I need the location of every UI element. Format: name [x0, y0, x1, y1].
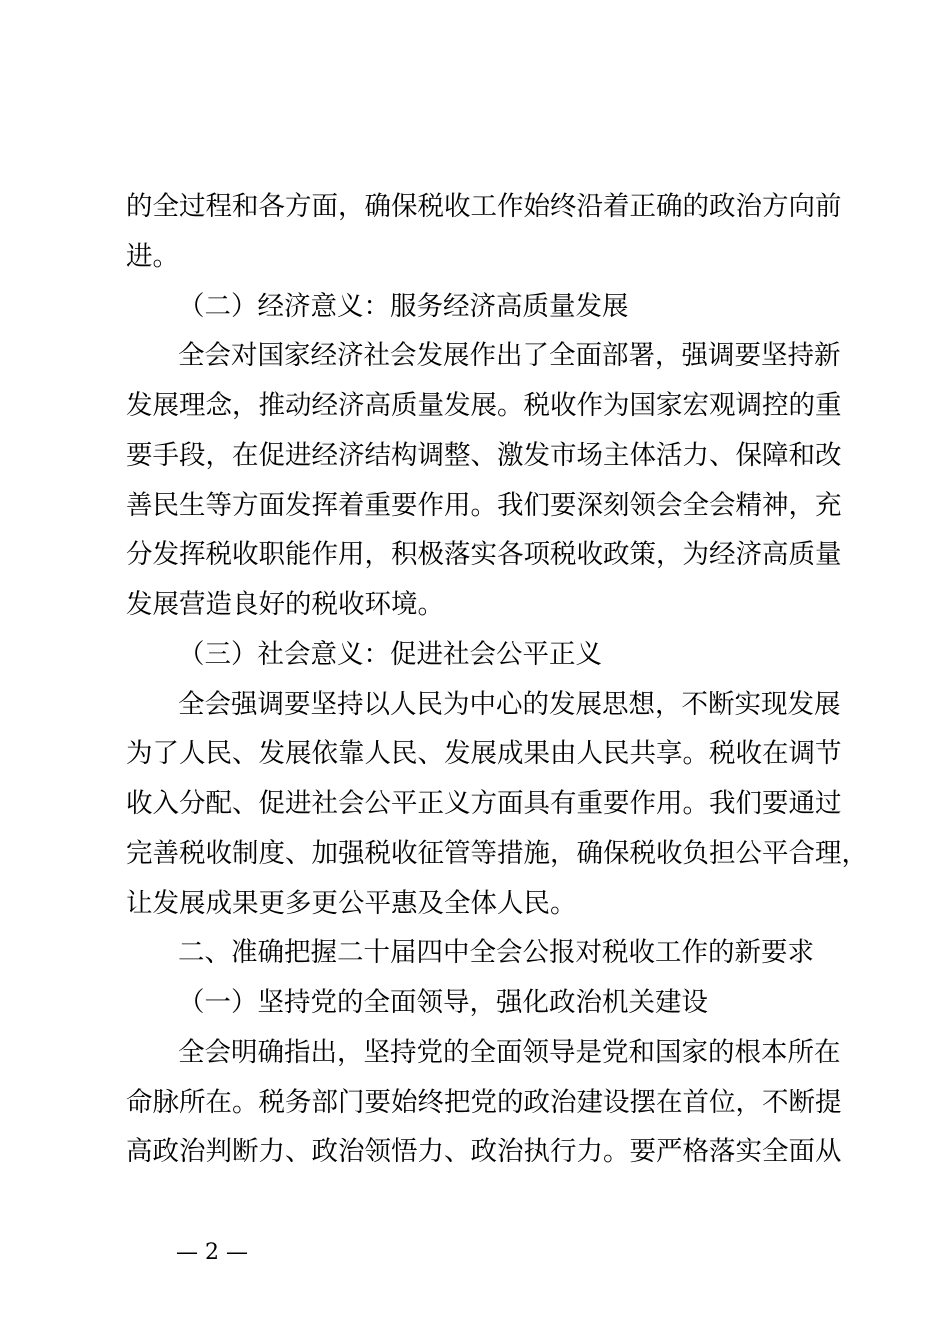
text-line: 全会明确指出，坚持党的全面领导是党和国家的根本所在: [178, 1036, 841, 1068]
text-line: 全会对国家经济社会发展作出了全面部署，强调要坚持新: [178, 340, 841, 372]
text-line: 全会强调要坚持以人民为中心的发展思想，不断实现发展: [178, 688, 841, 720]
text-line: （三）社会意义：促进社会公平正义: [178, 638, 602, 670]
text-line: 让发展成果更多更公平惠及全体人民。: [126, 887, 577, 919]
text-line: （二）经济意义：服务经济高质量发展: [178, 290, 629, 322]
text-line: 发展营造良好的税收环境。: [126, 589, 444, 620]
text-line: 命脉所在。税务部门要始终把党的政治建设摆在首位，不断提: [126, 1086, 842, 1118]
text-line: 分发挥税收职能作用，积极落实各项税收政策，为经济高质量: [126, 539, 842, 571]
text-line: 完善税收制度、加强税收征管等措施，确保税收负担公平合理，: [126, 837, 868, 869]
text-line: 发展理念，推动经济高质量发展。税收作为国家宏观调控的重: [126, 390, 842, 421]
text-line: 高政治判断力、政治领悟力、政治执行力。要严格落实全面从: [126, 1136, 842, 1168]
text-line: 为了人民、发展依靠人民、发展成果由人民共享。税收在调节: [126, 738, 842, 770]
text-line: 要手段，在促进经济结构调整、激发市场主体活力、保障和改: [126, 439, 842, 471]
text-line: 进。: [126, 240, 179, 272]
text-line: （一）坚持党的全面领导，强化政治机关建设: [178, 987, 708, 1018]
text-line: 收入分配、促进社会公平正义方面具有重要作用。我们要通过: [126, 788, 842, 819]
document-body: [126, 182, 868, 1177]
page-number: — 2 —: [176, 1240, 248, 1265]
text-line: 二、准确把握二十届四中全会公报对税收工作的新要求: [178, 937, 814, 969]
text-line: 善民生等方面发挥着重要作用。我们要深刻领会全会精神，充: [126, 489, 842, 521]
text-line: 的全过程和各方面，确保税收工作始终沿着正确的政治方向前: [126, 191, 842, 222]
